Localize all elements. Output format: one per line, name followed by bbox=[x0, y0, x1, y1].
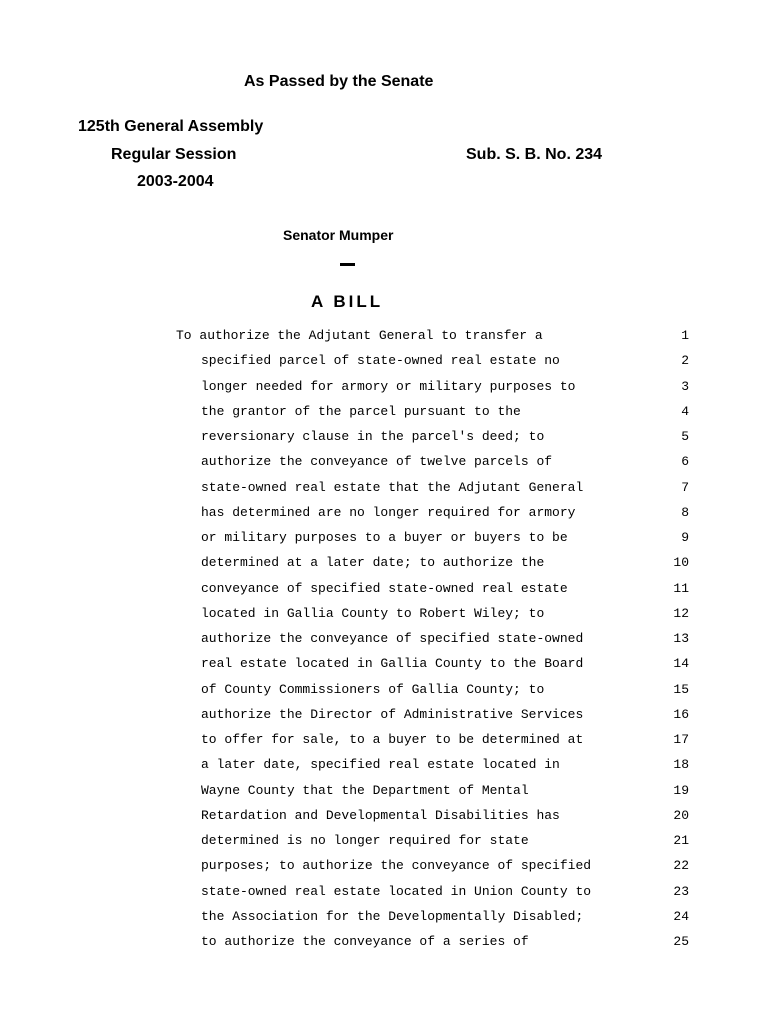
line-number: 14 bbox=[673, 656, 689, 672]
bill-line-text: longer needed for armory or military purposes to bbox=[201, 378, 576, 394]
line-number: 22 bbox=[673, 858, 689, 874]
bill-line bbox=[0, 327, 770, 352]
bill-line bbox=[0, 453, 770, 478]
bill-line bbox=[0, 706, 770, 731]
line-number: 25 bbox=[673, 934, 689, 949]
bill-text bbox=[0, 327, 770, 958]
bill-line bbox=[0, 832, 770, 857]
bill-line bbox=[0, 605, 770, 630]
line-number: 10 bbox=[673, 555, 689, 571]
bill-status: As Passed by the Senate bbox=[244, 73, 434, 90]
bill-line-text: real estate located in Gallia County to the Board bbox=[201, 656, 584, 672]
line-number: 1 bbox=[681, 328, 689, 343]
bill-line-text: To authorize the Adjutant General to transfer a bbox=[176, 328, 543, 343]
line-number: 4 bbox=[681, 403, 689, 419]
bill-line bbox=[0, 580, 770, 605]
line-number: 7 bbox=[681, 479, 689, 495]
bill-line-text: of County Commissioners of Gallia County; to bbox=[201, 681, 545, 697]
bill-line bbox=[0, 352, 770, 377]
bill-line-text: Wayne County that the Department of Mental bbox=[201, 782, 529, 798]
session-name: Regular Session bbox=[111, 146, 237, 163]
bill-line-text: determined is no longer required for state bbox=[201, 833, 529, 848]
bill-line-text: purposes; to authorize the conveyance of specified bbox=[201, 858, 592, 874]
bill-line bbox=[0, 655, 770, 680]
line-number: 5 bbox=[681, 429, 689, 444]
bill-line-text: determined at a later date; to authorize the bbox=[201, 555, 545, 571]
bill-number: Sub. S. B. No. 234 bbox=[466, 146, 603, 163]
bill-line-text: located in Gallia County to Robert Wiley; to bbox=[201, 605, 545, 621]
bill-line bbox=[0, 428, 770, 453]
line-number: 16 bbox=[673, 706, 689, 722]
divider-rule bbox=[340, 263, 355, 266]
bill-line-text: authorize the conveyance of twelve parcels of bbox=[201, 454, 553, 470]
line-number: 2 bbox=[681, 353, 689, 369]
line-number: 8 bbox=[681, 504, 689, 520]
bill-line bbox=[0, 630, 770, 655]
bill-line bbox=[0, 933, 770, 958]
line-number: 11 bbox=[673, 580, 689, 596]
bill-line bbox=[0, 857, 770, 882]
bill-line-text: reversionary clause in the parcel's deed; to bbox=[201, 429, 545, 444]
bill-line-text: the grantor of the parcel pursuant to the bbox=[201, 403, 521, 419]
bill-line-text: authorize the conveyance of specified state-owned bbox=[201, 631, 584, 646]
bill-line bbox=[0, 403, 770, 428]
bill-line-text: Retardation and Developmental Disabilities has bbox=[201, 807, 560, 823]
line-number: 20 bbox=[673, 807, 689, 823]
bill-line bbox=[0, 883, 770, 908]
line-number: 13 bbox=[673, 631, 689, 646]
bill-line-text: to authorize the conveyance of a series of bbox=[201, 934, 529, 949]
bill-line-text: to offer for sale, to a buyer to be determined at bbox=[201, 732, 584, 747]
bill-line bbox=[0, 807, 770, 832]
line-number: 18 bbox=[673, 757, 689, 773]
bill-line bbox=[0, 504, 770, 529]
line-number: 23 bbox=[673, 883, 689, 899]
bill-line-text: specified parcel of state-owned real estate no bbox=[201, 353, 560, 369]
line-number: 19 bbox=[673, 782, 689, 798]
session-years: 2003-2004 bbox=[137, 173, 214, 190]
bill-line-text: the Association for the Developmentally Disabled; bbox=[201, 908, 584, 924]
bill-line-text: state-owned real estate located in Union County to bbox=[201, 883, 592, 899]
bill-line bbox=[0, 731, 770, 756]
bill-title: A BILL bbox=[311, 292, 384, 311]
bill-sponsor: Senator Mumper bbox=[283, 227, 394, 243]
bill-line-text: a later date, specified real estate located in bbox=[201, 757, 560, 773]
bill-line bbox=[0, 782, 770, 807]
line-number: 17 bbox=[673, 732, 689, 747]
bill-line-text: conveyance of specified state-owned real estate bbox=[201, 580, 568, 596]
bill-line bbox=[0, 529, 770, 554]
bill-line bbox=[0, 681, 770, 706]
bill-line bbox=[0, 479, 770, 504]
line-number: 24 bbox=[673, 908, 689, 924]
bill-line bbox=[0, 908, 770, 933]
bill-line-text: has determined are no longer required for armory bbox=[201, 504, 576, 520]
bill-line-text: authorize the Director of Administrative Services bbox=[201, 706, 584, 722]
line-number: 6 bbox=[681, 454, 689, 470]
line-number: 12 bbox=[673, 605, 689, 621]
line-number: 21 bbox=[673, 833, 689, 848]
bill-line bbox=[0, 554, 770, 579]
bill-line-text: state-owned real estate that the Adjutant General bbox=[201, 479, 584, 495]
general-assembly: 125th General Assembly bbox=[78, 118, 264, 135]
bill-line-text: or military purposes to a buyer or buyers to be bbox=[201, 530, 568, 545]
line-number: 3 bbox=[681, 378, 689, 394]
line-number: 15 bbox=[673, 681, 689, 697]
bill-line bbox=[0, 756, 770, 781]
line-number: 9 bbox=[681, 530, 689, 545]
bill-line bbox=[0, 378, 770, 403]
